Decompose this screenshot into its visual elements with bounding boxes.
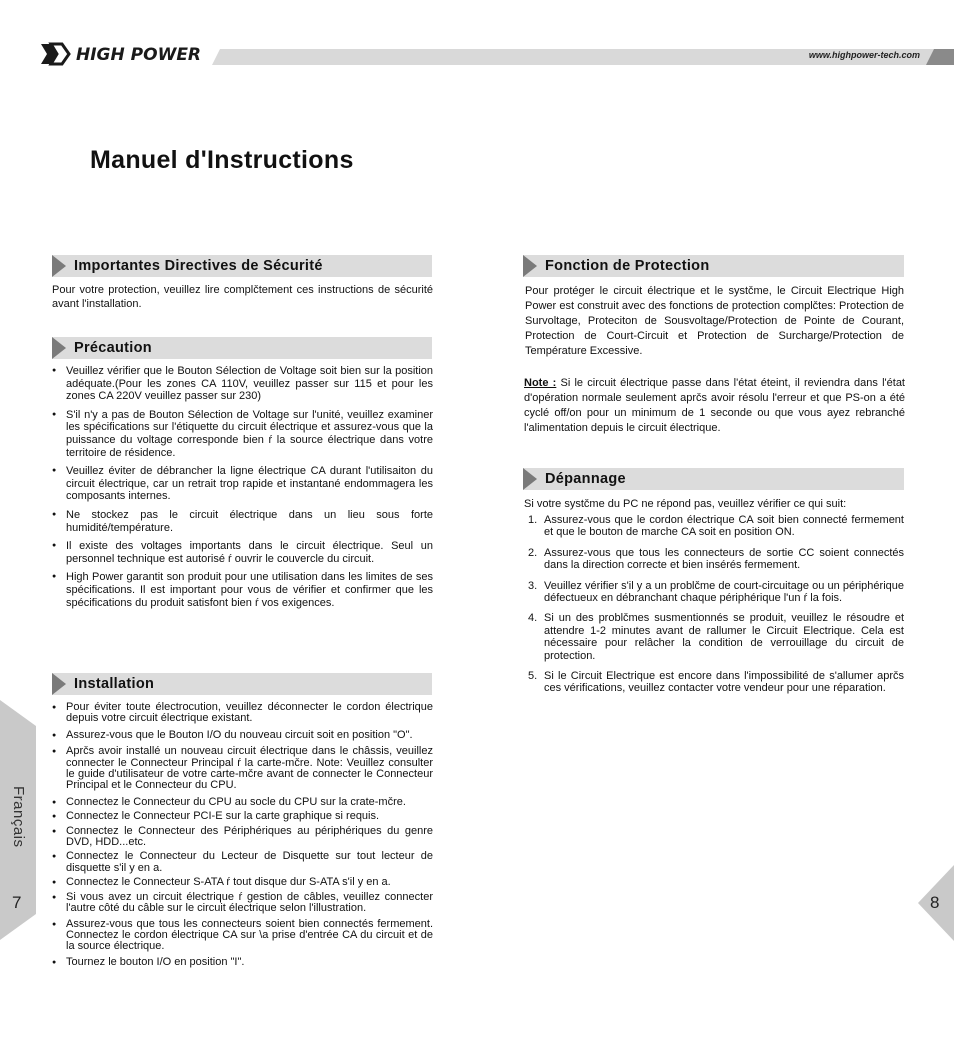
list-item: ● Tournez le bouton I/O en position "I". [52,957,433,968]
list-item: ● Connectez le Connecteur du Lecteur de Disquette sur tout lecteur de disquette s'il y en a. [52,851,433,874]
precaution-list [52,365,433,615]
list-item: ● Connectez le Connecteur du CPU au socle du CPU sur la crate-mčre. [52,797,433,808]
safety-intro: Pour votre protection, veuillez lire complčtement ces instructions de sécurité avant l'installation. [52,284,433,311]
section-title: Fonction de Protection [545,258,710,274]
page-title: Manuel d'Instructions [90,146,354,174]
protection-text: Pour protéger le circuit électrique et le systčme, le Circuit Electrique High Power est construit avec des fonctions de protection complčtes: Protection de Survoltage, Proteciton de Sousvoltage/Protection de Pointe de Courant, Protection de Court-Circuit et Protection de Surcharge/Protection de Température Excessive. [525,285,904,357]
list-item: 2. Assurez-vous que tous les connecteurs de sortie CC soient connectés dans la direction correcte et bien insérés fermement. [528,546,904,572]
list-item: ● Si vous avez un circuit électrique ŕ gestion de câbles, veuillez connecter l'autre côté du câble sur le circuit électrique selon l'illustration. [52,892,433,915]
section-header-protection [523,255,904,277]
note-label: Note : [524,377,557,389]
list-item: ● Connectez le Connecteur des Périphériques au périphériques du genre DVD, HDD...etc. [52,826,433,849]
installation-list [52,702,433,968]
list-item: ● Aprčs avoir installé un nouveau circuit électrique dans le châssis, veuillez connecter le Connecteur Principal ŕ la carte-mčre. Note: Veuillez consulter le guide d'utilisateur de votre carte-mčre avant de connecter le Connecteur Principal et le Connecteur du CPU. [52,746,433,792]
list-item: ● Connectez le Connecteur S-ATA ŕ tout disque dur S-ATA s'il y en a. [52,877,433,888]
list-item: ● Connectez le Connecteur PCI-E sur la carte graphique si requis. [52,811,433,822]
list-item: 4. Si un des problčmes susmentionnés se produit, veuillez le résoudre et attendre 1-2 minutes avant de rallumer le Circuit Electrique. Cela est nécessaire pour relâcher la condition de verrouillage du circuit de protection. [528,612,904,662]
protection-note [524,376,905,436]
section-header-troubleshooting [523,468,904,490]
list-item: ● S'il n'y a pas de Bouton Sélection de Voltage sur l'unité, veuillez examiner les spécifications sur l'étiquette du circuit électrique et assurez-vous que la puissance du voltage corresponde bien ŕ la source électrique dans votre territoire de résidence. [52,409,433,459]
section-arrow-icon [52,673,66,695]
section-header-installation [52,673,432,695]
list-item: ● Il existe des voltages importants dans le circuit électrique. Seul un personnel technique est autorisé ŕ ouvrir le couvercle du circuit. [52,540,433,565]
section-header-safety [52,255,432,277]
list-item: 1. Assurez-vous que le cordon électrique CA soit bien connecté fermement et que le bouton de marche CA soit en position ON. [528,514,904,539]
section-title: Installation [74,676,155,692]
list-item: ● Veuillez vérifier que le Bouton Sélection de Voltage soit bien sur la position adéquate.(Pour les zones CA 110V, veuillez passer sur 115 et pour les zones CA 220V veuillez passer sur 230) [52,365,433,403]
list-item: ● Assurez-vous que le Bouton I/O du nouveau circuit soit en position "O". [52,730,433,741]
section-title: Précaution [74,340,152,356]
page-number-left: 7 [12,893,22,912]
troubleshooting-intro: Si votre systčme du PC ne répond pas, veuillez vérifier ce qui suit: [524,498,847,510]
language-label: Français [10,786,27,848]
note-text: Si le circuit électrique passe dans l'état éteint, il reviendra dans l'état d'opération normale seulement aprčs avoir résolu l'erreur et que PS-on a été cyclé off/on pour un minimum de 1 seconde ou que vous ayez rebranché l'alimentation depuis le circuit électrique. [524,377,905,434]
brand-logo [38,38,208,72]
logo-emblem-icon [38,38,72,72]
header-url: www.highpower-tech.com [808,50,920,60]
list-item: ● Ne stockez pas le circuit électrique dans un lieu sous forte humidité/température. [52,509,433,534]
section-title: Dépannage [545,471,626,487]
section-arrow-icon [523,255,537,277]
brand-name: HIGH POWER [76,45,202,65]
list-item: ● High Power garantit son produit pour une utilisation dans les limites de ses spécifications. Il est important pour vous de vérifier et confirmer que les spécifications du produit satisfont bien ŕ vos exigences. [52,571,433,609]
list-item: 3. Veuillez vérifier s'il y a un problčme de court-circuitage ou un périphérique défectueux en débranchant chaque périphérique l'un ŕ la fois. [528,579,904,605]
section-arrow-icon [52,337,66,359]
list-item: ● Pour éviter toute électrocution, veuillez déconnecter le cordon électrique depuis votre circuit électrique existant. [52,702,433,725]
section-arrow-icon [523,468,537,490]
troubleshooting-list [524,514,904,703]
section-arrow-icon [52,255,66,277]
section-header-precaution [52,337,432,359]
page-number-right: 8 [930,893,940,912]
list-item: ● Veuillez éviter de débrancher la ligne électrique CA durant l'utilisaiton du circuit électrique, car un retrait trop rapide et instantané endommagera les composants internes. [52,465,433,503]
list-item: 5. Si le Circuit Electrique est encore dans l'impossibilité de s'allumer aprčs ces vérifications, veuillez contacter votre vendeur pour une réparation. [528,670,904,695]
section-title: Importantes Directives de Sécurité [74,258,323,274]
list-item: ● Assurez-vous que tous les connecteurs soient bien connectés fermement. Connectez le cordon électrique CA sur \a prise d'entrée CA du circuit et de la source électrique. [52,919,433,953]
